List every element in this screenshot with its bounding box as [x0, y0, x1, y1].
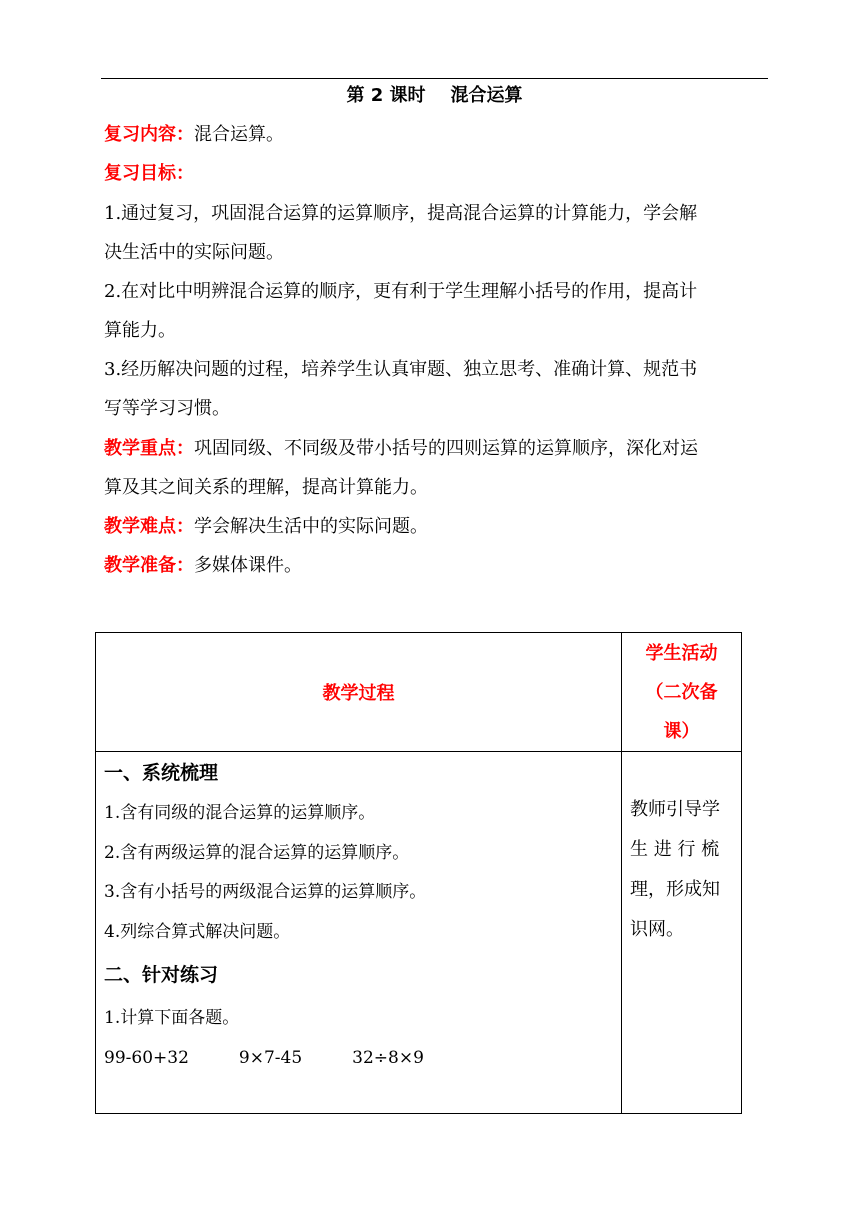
difficulty-text: 学会解决生活中的实际问题。 [194, 516, 428, 537]
activity-note-line-3: 理，形成知 [630, 879, 720, 900]
lesson-table [95, 632, 742, 1114]
section2-title: 二、针对练习 [104, 964, 219, 986]
review-content-text: 混合运算。 [194, 124, 284, 145]
goal-line-6: 写等学习习惯。 [104, 398, 230, 419]
goal-line-1: 1.通过复习，巩固混合运算的运算顺序，提高混合运算的计算能力，学会解 [104, 203, 698, 224]
table-body-row [96, 752, 742, 1114]
goal-line-3: 2.在对比中明辨混合运算的顺序，更有利于学生理解小括号的作用，提高计 [104, 281, 698, 302]
preparation-text: 多媒体课件。 [194, 555, 302, 576]
section1-item-3: 3.含有小括号的两级混合运算的运算顺序。 [104, 882, 427, 902]
activity-note-cell [622, 752, 742, 1114]
section1-item-4: 4.列综合算式解决问题。 [104, 922, 291, 942]
table-header-row [96, 633, 742, 752]
section2-item-1: 1.计算下面各题。 [104, 1008, 240, 1028]
lesson-title: 第 2 课时 混合运算 [346, 85, 523, 106]
exercise-3: 32÷8×9 [352, 1048, 424, 1068]
activity-note-line-1: 教师引导学 [630, 799, 720, 820]
key-points-line [104, 436, 698, 462]
top-rule [101, 78, 768, 79]
key-points-label: 教学重点： [104, 438, 194, 459]
preparation-label: 教学准备： [104, 555, 194, 576]
difficulty-line [104, 514, 428, 540]
section1-title: 一、系统梳理 [104, 762, 219, 784]
goal-line-5: 3.经历解决问题的过程，培养学生认真审题、独立思考、准确计算、规范书 [104, 359, 698, 380]
exercise-1: 99-60+32 [104, 1048, 189, 1068]
review-content-line [104, 122, 284, 148]
preparation-line [104, 553, 302, 579]
section1-item-2: 2.含有两级运算的混合运算的运算顺序。 [104, 843, 410, 863]
key-points-line-2: 算及其之间关系的理解，提高计算能力。 [104, 477, 428, 498]
review-content-label: 复习内容： [104, 124, 194, 145]
header-activity-line-1: 学生活动 [645, 643, 718, 664]
review-goals-label: 复习目标： [104, 163, 194, 184]
exercise-row [104, 1045, 621, 1071]
process-cell [96, 752, 622, 1114]
header-process-cell [96, 633, 622, 752]
header-process: 教学过程 [322, 683, 395, 704]
difficulty-label: 教学难点： [104, 516, 194, 537]
header-activity-line-2: （二次备 [645, 682, 718, 703]
goal-line-4: 算能力。 [104, 320, 176, 341]
activity-note-line-2: 生 进 行 梳 [630, 839, 720, 860]
exercise-2: 9×7-45 [238, 1048, 303, 1068]
section1-item-1: 1.含有同级的混合运算的运算顺序。 [104, 803, 376, 823]
key-points-text: 巩固同级、不同级及带小括号的四则运算的运算顺序，深化对运 [194, 438, 698, 459]
activity-note-line-4: 识网。 [630, 919, 684, 940]
review-goals-line [104, 161, 194, 187]
header-activity-line-3: 课） [663, 721, 700, 742]
goal-line-2: 决生活中的实际问题。 [104, 242, 284, 263]
header-activity-cell [622, 633, 742, 752]
